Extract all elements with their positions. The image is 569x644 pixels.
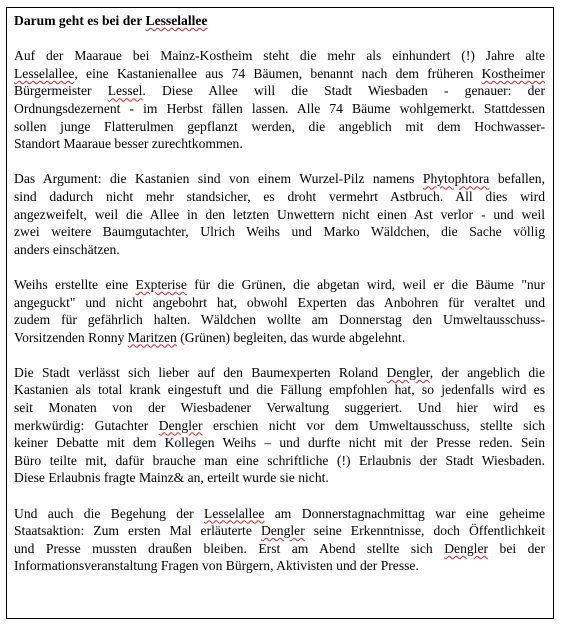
document-box — [6, 7, 554, 619]
text-run: angezweifelt, weil die Allee in den letzten Unwettern nicht einen Ast verlor - und weil — [14, 206, 545, 222]
text-run: Das Argument: die Kastanien sind von einem Wurzel-Pilz namens — [14, 171, 423, 187]
spellcheck-word: Lesselallee — [14, 65, 75, 81]
title-text-before: Darum geht es bei der — [14, 13, 146, 28]
text-run: Diese Erlaubnis fragte Mainz& an, erteilt wurde sie nicht. — [14, 470, 329, 486]
text-run: befallen, — [489, 171, 545, 187]
text-run: anders einschätzen. — [14, 241, 120, 257]
text-run: am Donnerstagnachmittag war eine geheime — [264, 505, 545, 521]
text-run: Die Stadt verlässt sich lieber auf den Baumexperten Roland — [14, 364, 387, 380]
paragraph-line — [14, 294, 545, 312]
spellcheck-word: Dengler — [386, 364, 430, 380]
text-run: zudem für gefährlich halten. Wäldchen wollte am Donnerstag den Umweltausschuss- — [14, 312, 545, 328]
text-run: Bürgermeister — [14, 83, 108, 99]
paragraph-line — [14, 100, 545, 118]
paragraph-line — [14, 223, 545, 241]
text-run: seit Monaten von der Wiesbadener Verwaltung suggeriert. Und hier wird es — [14, 400, 545, 416]
paragraph-line — [14, 381, 545, 399]
paragraph-line — [14, 206, 545, 224]
text-run: erschien nicht vor dem Umweltausschuss, stellte sich — [202, 417, 545, 433]
paragraph-line — [14, 311, 545, 329]
text-run: keiner Debatte mit dem Kollegen Weihs – und durfte nicht mit der Presse reden. Sein — [14, 435, 545, 451]
text-run: Kastanien als total krank eingestuft und die Fällung empfohlen hat, so jedenfalls wird es — [14, 382, 545, 398]
paragraph — [14, 170, 545, 258]
text-run: sollen junge Flatterulmen gepflanzt werden, die angeblich mit dem Hochwasser- — [14, 118, 545, 134]
paragraph-line — [14, 364, 545, 382]
text-run: Ordnungsdezernent - im Herbst fällen lassen. Alle 74 Bäume wohlgemerkt. Stattdessen — [14, 100, 545, 116]
text-run: Standort Maaraue besser zurechtkommen. — [14, 136, 243, 152]
text-run: Staatsaktion: Zum ersten Mal erläuterte — [14, 523, 261, 539]
spellcheck-word: Dengler — [444, 540, 489, 556]
paragraph-line — [14, 452, 545, 470]
paragraph-line — [14, 469, 545, 487]
paragraph — [14, 276, 545, 346]
text-run: merkwürdig: Gutachter — [14, 417, 159, 433]
paragraph — [14, 364, 545, 487]
paragraph-line — [14, 329, 545, 347]
paragraph-line — [14, 522, 545, 540]
paragraph-line — [14, 399, 545, 417]
text-run: . Diese Allee will die Stadt Wiesbaden - genauer: der — [142, 83, 545, 99]
text-run: Informationsveranstaltung Fragen von Bürgern, Aktivisten und der Presse. — [14, 558, 419, 574]
paragraph-line — [14, 170, 545, 188]
text-run: , der angeblich die — [429, 364, 545, 380]
article-title — [14, 12, 545, 30]
text-run: für die Grünen, die abgetan wird, weil er die Bäume "nur — [186, 276, 545, 292]
text-run: (Grünen) begleiten, das wurde abgelehnt. — [176, 329, 406, 345]
article-body — [14, 47, 545, 575]
title-spell-word: Lesselallee — [145, 13, 208, 28]
spellcheck-word: Dengler — [260, 523, 305, 539]
paragraph-line — [14, 434, 545, 452]
spellcheck-word: Expterise — [135, 276, 187, 292]
paragraph — [14, 47, 545, 153]
text-run: Vorsitzenden Ronny — [14, 329, 128, 345]
paragraph-line — [14, 118, 545, 136]
paragraph-line — [14, 540, 545, 558]
text-run: sind dadurch nicht mehr standsicher, es droht vermehrt Astbruch. All dies wird — [14, 188, 545, 204]
text-run: Weihs erstellte eine — [14, 276, 136, 292]
paragraph — [14, 505, 545, 575]
text-run: angeguckt" und nicht angebohrt hat, obwohl Experten das Anbohren für veraltet und — [14, 294, 545, 310]
text-run: seine Erkenntnisse, doch Öffentlichkeit — [304, 523, 545, 539]
paragraph-line — [14, 417, 545, 435]
paragraph-line — [14, 276, 545, 294]
text-run: bei der — [488, 540, 545, 556]
paragraph-line — [14, 135, 545, 153]
text-run: , eine Kastanienallee aus 74 Bäumen, benannt nach dem früheren — [74, 65, 482, 81]
text-run: zwei weitere Baumgutachter, Ulrich Weihs und Marko Wäldchen, die Sache völlig — [14, 224, 545, 240]
paragraph-line — [14, 241, 545, 259]
paragraph-line — [14, 188, 545, 206]
paragraph-line — [14, 82, 545, 100]
text-run: Büro teilte mit, dafür brauche man eine schriftliche (!) Erlaubnis der Stadt Wiesbaden. — [14, 452, 545, 468]
paragraph-line — [14, 47, 545, 65]
paragraph-line — [14, 65, 545, 83]
text-run: und Presse mussten draußen bleiben. Erst am Abend stellte sich — [14, 540, 445, 556]
spellcheck-word: Maritzen — [127, 329, 177, 345]
spellcheck-word: Kostheimer — [481, 65, 545, 81]
text-run: Und auch die Begehung der — [14, 505, 205, 521]
text-run: Auf der Maaraue bei Mainz-Kostheim steht die mehr als einhundert (!) Jahre alte — [14, 48, 545, 64]
spellcheck-word: Dengler — [158, 417, 203, 433]
paragraph-line — [14, 505, 545, 523]
spellcheck-word: Phytophtora — [422, 171, 490, 187]
spellcheck-word: Lesselallee — [204, 505, 265, 521]
paragraph-line — [14, 557, 545, 575]
spellcheck-word: Lessel — [107, 83, 143, 99]
